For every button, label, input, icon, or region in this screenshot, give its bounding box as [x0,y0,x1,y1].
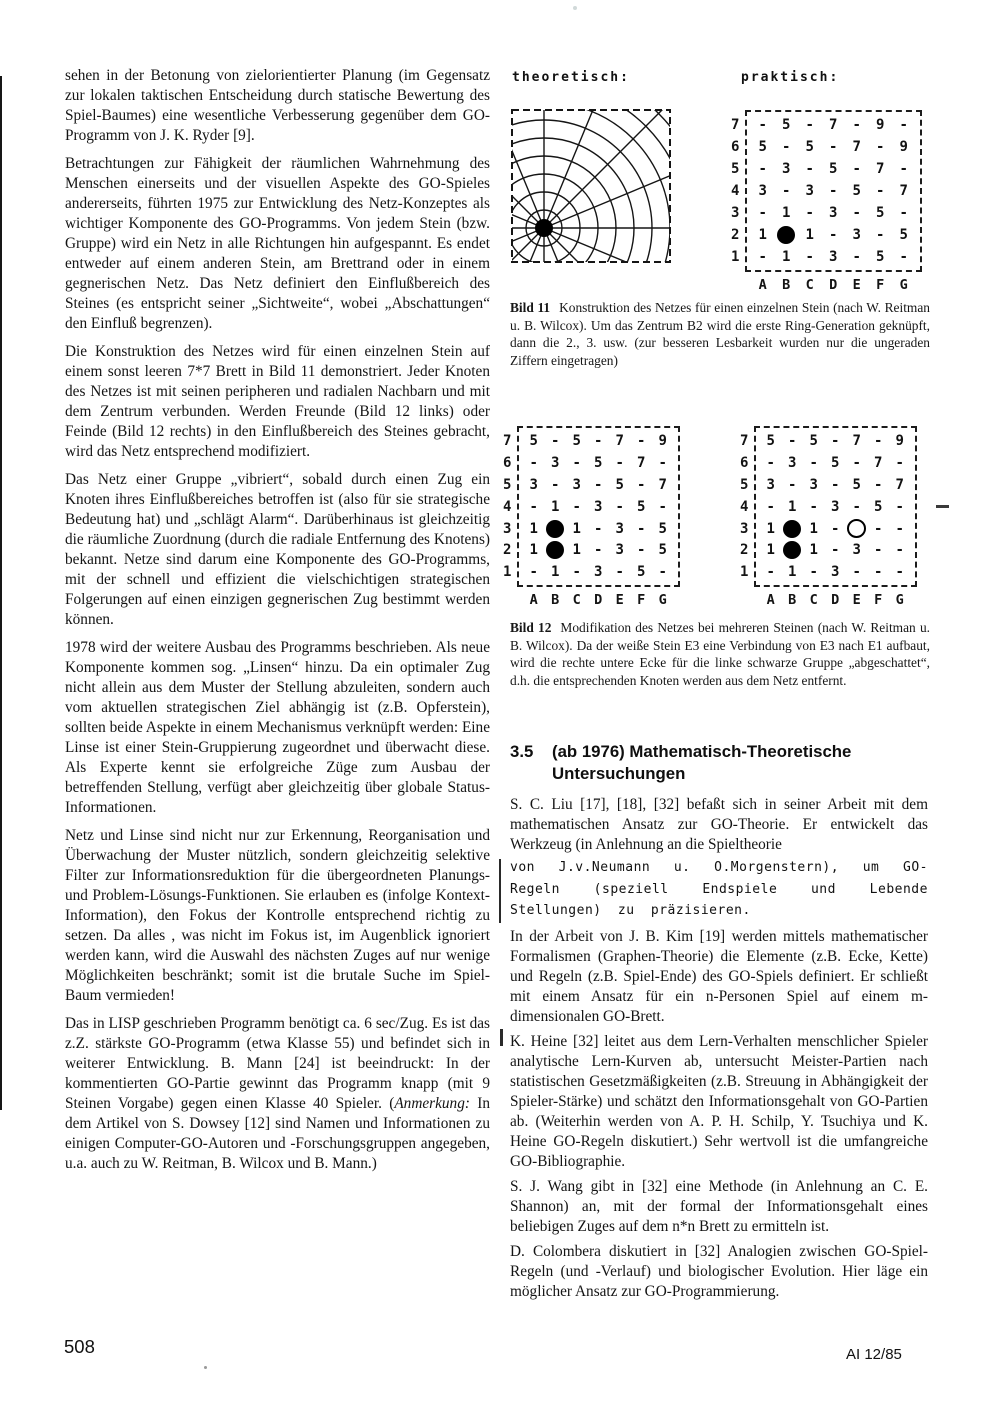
grid-cell: - [805,205,814,221]
col-label: A [529,592,538,609]
grid-cell: 3 [758,183,767,199]
row-label: 2 [731,227,740,243]
margin-rule-heine [500,1029,503,1046]
grid-cell: - [899,249,908,265]
grid-cell: 7 [899,183,908,199]
paragraph: S. C. Liu [17], [18], [32] befaßt sich in seiner Arbeit mit dem mathematischen Ansatz zur GO-Theorie. Er entwickelt das Werkzeug (in Anlehnung an die Spieltheorie [510,796,928,853]
grid-cell: 3 [615,520,624,537]
col-label: F [874,592,883,609]
grid-cell: 1 [766,542,775,559]
grid-cell: 3 [809,476,818,493]
paragraph: K. Heine [32] leitet aus dem Lern-Verhalten menschlicher Spieler analytische Lern-Kurven ab, untersucht Meister-Partien nach statistischen Gesetzmäßigkeiten (z.B. Streuung in Abhängigkeit der Spieler-Stärke) und schätzt den Informationsgehalt von GO-Partien ab. (Weiterhin werden von A. P. H. Schilp, Y. Tsuchiya und K. Heine GO-Regeln diskutiert.) Sehr wertvoll ist die umfangreiche GO-Bibliographie. [510,1032,928,1170]
paragraph: Netz und Linse sind nicht nur zur Erkennung, Reorganisation und Überwachung der Muster nützlich, sondern gleichzeitig selektive Filter zur Informationsreduktion für die übergeordneten Planungs- und Problem-Lösungs-Funktionen. Sie erlauben es (infolge Kontext-Information), den Fokus der Kontrolle entsprechend richtig zu setzen. Da alles , was nicht im Fokus ist, im Augenblick ignoriert werden kann, wird die Auswahl des nächsten Zuges auf nur wenige Möglichkeiten beschränkt; somit ist die brutale Suche im Spiel-Baum vermieden! [65,827,490,1004]
grid-cell: - [529,564,538,581]
row-label: 4 [503,498,512,515]
caption-text: Konstruktion des Netzes für einen einzelnen Stein (nach W. Reitman u. B. Wilcox). Um das Zentrum B2 wird die erste Ring-Generation geknüpft, dann die 2., 3. usw. (zur besseren Lesbarkeit wurden nur die ungeraden Ziffern eingetragen) [510,300,930,368]
row-label: 5 [731,161,740,177]
row-label: 3 [503,520,512,537]
grid-cell: 5 [615,476,624,493]
margin-rule-typewriter [499,859,501,923]
grid-cell: - [809,454,818,471]
grid-cell: 5 [876,249,885,265]
black-stone [535,219,553,237]
grid-cell: 7 [874,454,883,471]
grid-cell: - [899,161,908,177]
row-label: 6 [731,139,740,155]
grid-cell: 1 [809,520,818,537]
grid-cell: 5 [874,498,883,515]
grid-cell: - [758,117,767,133]
caption-tag: Bild 12 [510,620,552,635]
grid-row-labels [503,430,512,587]
grid-col-labels [517,592,680,608]
col-label: G [899,277,908,293]
paragraph: S. J. Wang gibt in [32] eine Methode (in Anlehnung an C. E. Shannon) an, mit der formal der Informationsgehalt eines beliebigen Zuges auf dem n*n Brett zu ermitteln ist. [510,1177,928,1235]
grid-cell: 1 [551,498,560,515]
typewriter-line [510,857,928,879]
grid-cell: - [788,432,797,449]
page-number: 508 [64,1336,95,1357]
grid-cell: 7 [829,117,838,133]
grid-cell: - [895,564,904,581]
typewriter-word: Lebende [869,881,928,897]
grid-cell: - [829,227,838,243]
grid-cell: - [551,432,560,449]
figure-label-theoretical: theoretisch: [512,70,630,85]
typewriter-word: J.v.Neumann [558,860,651,875]
grid-row-labels [740,430,749,587]
grid-cell: 5 [637,564,646,581]
grid-cell: 7 [852,432,861,449]
grid-cell: - [788,476,797,493]
col-label: D [829,277,838,293]
grid-cell: - [899,117,908,133]
go-board-bild12-right [740,426,917,608]
grid-cell: 3 [551,454,560,471]
grid-cell: - [758,205,767,221]
grid-cell: - [529,454,538,471]
grid-cell: 3 [594,564,603,581]
paragraph [65,1014,490,1174]
grid-cell: 7 [637,454,646,471]
net-web-diagram [510,108,672,264]
grid-cell: - [766,454,775,471]
paragraph: Betrachtungen zur Fähigkeit der räumlichen Wahrnehmung des Menschen einerseits und der visuellen Aspekte des GO-Spieles andererseits, führten 1975 zur Entwicklung des Netz-Konzeptes als wichtiger Komponente des GO-Programms. Von jedem Stein (bzw. Gruppe) wird ein Netz in alle Richtungen hin aufgespannt. Es endet entweder auf einem anderen Stein, am Brettrand oder in einem gegnerischen Netz. Das Netz definiert den Einflußbereich des Steines (es entspricht seiner „Sichtweite“, wobei „Abschattungen“ den Einfluß begrenzen). [65,155,490,332]
grid-cell: - [895,542,904,559]
grid-cell: - [895,520,904,537]
grid-cell: 1 [809,542,818,559]
grid-cell: 1 [782,205,791,221]
grid-cell: 3 [852,227,861,243]
col-label: D [831,592,840,609]
grid-cell: - [852,498,861,515]
grid-cell: 9 [876,117,885,133]
row-label: 3 [731,205,740,221]
grid-cell: - [529,498,538,515]
grid-cell: - [876,183,885,199]
col-label: E [852,592,861,609]
grid-cell: - [805,249,814,265]
typewriter-word: u. [673,860,691,875]
paragraph: Die Konstruktion des Netzes wird für einen einzelnen Stein auf einem sonst leeren 7*7 Brett in Bild 11 demonstriert. Jeder Knoten des Netzes ist mit seinen peripheren und radialen Nachbarn und mit dem Zentrum verbunden. Werden Freunde (Bild 12 links) oder Feinde (Bild 12 rechts) in den Einflußbereich des Steines gebracht, wird das Netz entsprechend modifiziert. [65,343,490,460]
black-stone [777,226,795,244]
grid-cell: - [874,564,883,581]
grid-cell: - [782,183,791,199]
grid-cell: - [766,564,775,581]
grid-cell: - [874,520,883,537]
col-label: F [876,277,885,293]
col-label: E [615,592,624,609]
paragraph: D. Colombera diskutiert in [32] Analogien zwischen GO-Spiel-Regeln (und -Verlauf) und biologischer Evolution. Hier läge ein möglicher Ansatz zur GO-Programmierung. [510,1242,928,1300]
grid-cell: - [831,476,840,493]
black-stone [546,541,564,559]
section-title [552,741,851,785]
grid-col-labels [745,277,922,293]
row-label: 7 [740,432,749,449]
grid-cell: - [758,161,767,177]
paragraph: sehen in der Betonung von zielorientierter Planung (im Gegensatz zur lokalen taktischen Entscheidung durch statische Bewertung des Spiel-Baumes) eine wesentliche Verbesserung gegenüber dem GO-Programm von J. K. Ryder [9]. [65,67,490,144]
grid-cell: 5 [637,498,646,515]
grid-cell: 7 [876,161,885,177]
grid-cell: - [831,542,840,559]
grid-cell: - [594,476,603,493]
grid-cell: - [594,520,603,537]
grid-cell: 5 [658,520,667,537]
go-board-bild11 [731,110,922,293]
grid-cell: - [805,117,814,133]
section-title-line1: (ab 1976) Mathematisch-Theoretische [552,742,852,761]
grid-cell: - [831,520,840,537]
grid-cell: 5 [809,432,818,449]
grid-cell: - [852,205,861,221]
grid-cell: 5 [831,454,840,471]
grid-cell: - [615,498,624,515]
grid-cell: - [874,542,883,559]
section-title-line2: Untersuchungen [552,764,686,783]
grid-cell: - [658,454,667,471]
paragraph: 1978 wird der weitere Ausbau des Programms beschrieben. Als neue Komponente kommen sog. „Linsen“ hinzu. Da ein optimaler Zug nicht allein aus dem Muster der Stellung abzuleiten, sondern auch vom aktuellen strategischen Ziel abhängig ist (z.B. Opferstein), sollten beide Aspekte in einem Mechanismus verknüpft werden: Eine Linse ist einer Stein-Gruppierung zugeordnet und überwacht diese. Als Experte kennt sie erfolgreiche Züge zum Ausbau der betreffenden Stellung, verfügt aber gleichzeitig über globale Status-Informationen. [65,639,490,816]
grid-cell: 9 [899,139,908,155]
white-stone [847,519,866,538]
col-label: F [637,592,646,609]
grid-cell: - [572,564,581,581]
grid-cell: 1 [572,520,581,537]
grid-cell: 3 [831,498,840,515]
grid-cell: - [831,432,840,449]
grid-cell: - [809,498,818,515]
grid-cell: 5 [805,139,814,155]
grid-cell: 3 [829,205,838,221]
row-label: 6 [740,454,749,471]
row-label: 1 [740,564,749,581]
text-segment: Das in LISP geschrieben Programm benötigt ca. 6 sec/Zug. Es ist das z.Z. stärkste GO-Programm (etwa Klasse 55) und befindet sich in weiterer Entwicklung. B. Mann [24] ist beeindruckt: In der kommentierten GO-Partie gewinnt das Programm knapp (mit 9 Steinen Vorgabe) gegen einen Klasse 40 Spieler. ( [65,1015,490,1112]
grid-cell: - [852,564,861,581]
margin-dash-mark [936,505,949,508]
black-stone [783,541,801,559]
grid-cell: 5 [658,542,667,559]
grid-cell [545,518,567,540]
grid-cell: - [852,249,861,265]
left-text-column [65,66,490,1182]
col-label: B [788,592,797,609]
grid-cell: - [572,454,581,471]
grid-cell: - [658,564,667,581]
typewriter-line [510,879,928,901]
section-number: 3.5 [510,742,534,761]
col-label: E [852,277,861,293]
col-label: G [658,592,667,609]
grid-cell: - [895,454,904,471]
grid-cell: - [658,498,667,515]
grid-cell: 7 [658,476,667,493]
row-label: 4 [731,183,740,199]
grid-cell: - [895,498,904,515]
grid-cell: 1 [551,564,560,581]
grid-cell: - [782,139,791,155]
scan-dot [204,1366,207,1369]
grid-board [754,426,917,587]
row-label: 1 [731,249,740,265]
grid-cell: - [637,520,646,537]
grid-cell: 7 [852,139,861,155]
typewriter-line: Stellungen) zu präzisieren. [510,903,751,918]
grid-cell: - [829,139,838,155]
grid-cell: 3 [594,498,603,515]
grid-cell: 3 [805,183,814,199]
grid-cell: 5 [829,161,838,177]
grid-cell: 3 [529,476,538,493]
typewriter-word: und [810,881,836,897]
col-label: D [594,592,603,609]
caption-tag: Bild 11 [510,300,551,315]
grid-cell: 5 [782,117,791,133]
figure-caption-bild11 [510,299,930,369]
row-label: 2 [740,542,749,559]
grid-board [517,426,680,587]
col-label: A [758,277,767,293]
grid-cell: 9 [658,432,667,449]
typewriter-word: O.Morgenstern), [714,860,840,875]
grid-cell: 3 [831,564,840,581]
grid-cell: 9 [895,432,904,449]
grid-cell: - [899,205,908,221]
grid-cell: - [551,476,560,493]
typewriter-word: (speziell [593,881,669,897]
black-stone [783,520,801,538]
grid-cell: 5 [852,476,861,493]
grid-cell: 3 [788,454,797,471]
grid-cell: 5 [876,205,885,221]
grid-cell: - [615,454,624,471]
row-label: 1 [503,564,512,581]
row-label: 5 [740,476,749,493]
grid-col-labels [754,592,917,608]
typewriter-word: Endspiele [702,881,778,897]
grid-cell: - [637,476,646,493]
grid-cell: 1 [572,542,581,559]
grid-cell: - [852,161,861,177]
grid-cell: 5 [594,454,603,471]
grid-cell: 3 [766,476,775,493]
black-stone [546,520,564,538]
grid-cell: 1 [782,249,791,265]
go-board-bild12-left [503,426,680,608]
col-label: C [572,592,581,609]
grid-cell: 3 [572,476,581,493]
grid-cell: - [594,542,603,559]
grid-cell [782,518,804,540]
grid-cell [545,539,567,561]
grid-cell: 7 [895,476,904,493]
text-segment: Anmerkung: [394,1095,470,1112]
grid-cell: - [852,454,861,471]
grid-cell: - [572,498,581,515]
figure-caption-bild12 [510,619,930,689]
grid-cell: - [637,542,646,559]
grid-cell: - [829,183,838,199]
grid-cell: 1 [766,520,775,537]
grid-row-labels [731,114,740,272]
scan-edge-line [0,76,2,1110]
grid-cell: - [766,498,775,515]
grid-cell: 5 [572,432,581,449]
grid-cell: - [876,227,885,243]
row-label: 7 [731,117,740,133]
col-label: B [782,277,791,293]
typewriter-word: GO- [903,860,928,875]
grid-cell: 7 [615,432,624,449]
grid-cell: - [615,564,624,581]
paragraph: In der Arbeit von J. B. Kim [19] werden mittels mathematischer Formalismen (Graphen-Theorie) die Elemente (z.B. Ecke, Kette) und Regeln (z.B. Spiel-Ende) des GO-Spiels definiert. Er schließt mit einem Ansatz für ein n-Personen Spiel auf einem m-dimensionalen GO-Brett. [510,927,928,1025]
grid-cell: 1 [788,564,797,581]
row-label: 3 [740,520,749,537]
grid-cell [782,539,804,561]
col-label: A [766,592,775,609]
col-label: C [809,592,818,609]
caption-text: Modifikation des Netzes bei mehreren Steinen (nach W. Reitman u. B. Wilcox). Da der weiße Stein E3 eine Verbindung von E3 nach E1 aufbaut, wird die rechte untere Ecke für die linke schwarze Gruppe „abgeschattet“, d.h. die entsprechenden Knoten werden aus dem Netz entfernt. [510,620,930,688]
row-label: 7 [503,432,512,449]
text-segment: In dem Artikel von S. Dowsey [12] sind Namen und Informationen zu einigen Computer-GO-Autoren und -Forschungsgruppen angegeben, u.a. auch zu W. Reitman, B. Wilcox und B. Mann.) [65,1095,490,1172]
grid-cell: - [876,139,885,155]
grid-cell [846,518,868,540]
grid-cell: - [809,564,818,581]
grid-cell: 1 [529,520,538,537]
grid-cell: 3 [615,542,624,559]
col-label: B [551,592,560,609]
scan-speck [573,6,577,10]
journal-ref: AI 12/85 [846,1346,902,1363]
grid-cell: 1 [529,542,538,559]
col-label: G [895,592,904,609]
typewriter-word: um [862,860,880,875]
grid-cell: - [874,476,883,493]
typewriter-word: Regeln [510,881,560,897]
grid-cell: 1 [788,498,797,515]
paragraph: Das Netz einer Gruppe „vibriert“, sobald durch einen Zug ein Knoten ihres Einflußbereiches betroffen ist (also für sie strategische Bedeutung hat) und „schlägt Alarm“. Darüberhinaus ist gleichzeitig die räumliche Zuordnung (durch die radiale Entfernung des Knotens) bekannt. Netze sind darum eine Komponente des GO-Programms, mit der schnell und effizient die vielschichtigen strategischen Folgerungen auf einen einzigen gegnerischen Zug bestimmt werden können. [65,471,490,628]
row-label: 5 [503,476,512,493]
grid-cell: - [852,117,861,133]
grid-cell: 3 [852,542,861,559]
grid-board [745,110,922,272]
grid-cell: - [594,432,603,449]
grid-cell: 5 [852,183,861,199]
section-heading [510,741,928,785]
grid-cell: - [874,432,883,449]
grid-cell: 5 [899,227,908,243]
grid-cell: 5 [766,432,775,449]
grid-cell: - [758,249,767,265]
figure-label-practical: praktisch: [741,70,840,85]
row-label: 6 [503,454,512,471]
grid-cell: 3 [829,249,838,265]
grid-cell: 1 [758,227,767,243]
grid-cell: 3 [782,161,791,177]
col-label: C [805,277,814,293]
grid-cell [775,224,799,246]
row-label: 2 [503,542,512,559]
grid-cell: - [805,161,814,177]
grid-cell: 5 [758,139,767,155]
grid-cell: 5 [529,432,538,449]
grid-cell: - [637,432,646,449]
right-text-column [510,741,928,1307]
grid-cell: 1 [805,227,814,243]
typewriter-word: von [510,860,535,875]
typewriter-insert [510,857,928,922]
row-label: 4 [740,498,749,515]
